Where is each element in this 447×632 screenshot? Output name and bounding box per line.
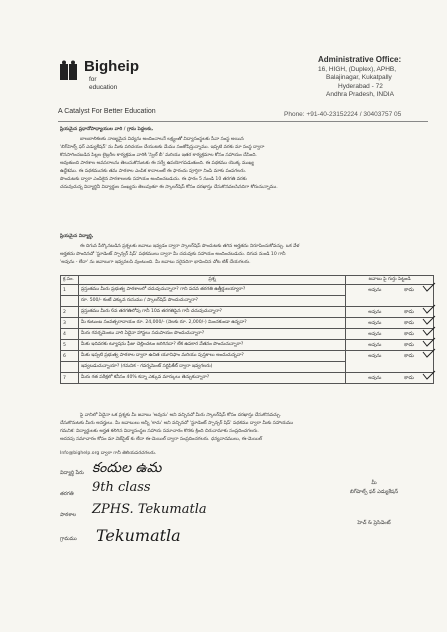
answer-no: కాదు bbox=[404, 287, 414, 293]
paragraph-line: బాలబాలికలకు నాణ్యమైన విద్యను అందించాలనే లక్ష్యంతో విద్యాసంస్థలకు సేవా సంస్థ అయిన bbox=[80, 137, 244, 142]
office-line: Andhra Pradesh, INDIA bbox=[326, 91, 394, 98]
checkmark-icon bbox=[422, 337, 436, 347]
signoff-1: మీ bbox=[371, 480, 377, 486]
office-title: Administrative Office: bbox=[318, 55, 402, 64]
answer-yes: అవును bbox=[368, 321, 382, 326]
answer-cell[interactable] bbox=[346, 340, 434, 351]
paragraph-line: అవుతుంది పాఠశాల అవసరాలను తెలుసుకొనుటకు ఈ సర్వే ఉపయోగపడుతుంది. ఈ పథకము యొక్క ముఖ్య bbox=[60, 161, 254, 166]
office-line: 16, HIGH, (Duplex), APHB, bbox=[318, 65, 397, 73]
answer-cell[interactable] bbox=[346, 329, 434, 340]
column-header: క్ర.సం. bbox=[61, 276, 79, 285]
school-value-handwritten[interactable]: ZPHS. Tekumatla bbox=[92, 502, 207, 517]
paragraph-line: చదువుచున్న విద్యార్థినీ విద్యార్థుల సంఖ్యను తెలుపుతూ ఈ స్కాలర్‌షిప్ కోసం దరఖాస్తు చేసుకొనవలసినదిగా కోరుచున్నాము. bbox=[60, 185, 278, 190]
question-text: మీరు గవర్నమెంటు వారి ఏదైనా హాస్టలు సదుపాయం పొందుచున్నారా? bbox=[78, 329, 345, 340]
question-number bbox=[61, 362, 79, 373]
answer-no: కాదు bbox=[404, 353, 414, 359]
signoff-org: బిగ్‌హెల్ప్ ఫర్ ఎడ్యుకేషన్ bbox=[349, 489, 398, 495]
paragraph-line: కొనసాగించబడిన పిల్లల లైబ్రరీల కార్యక్రమం వారికి 'స్పెల్ బీ' మరియు ఇతర కార్యక్రమాల కోసం సహాయం చేసింది. bbox=[60, 153, 257, 158]
answer-yes: అవును bbox=[368, 354, 382, 359]
office-line: Hyderabad - 72 bbox=[338, 82, 383, 90]
answer-cell[interactable] bbox=[346, 318, 434, 329]
question-number: 4 bbox=[61, 329, 79, 340]
paragraph-line: అదనపు సమాచారం కోసం మా వెబ్‌సైట్ కు లేదా ఈ-మెయిల్ ద్వారా సంప్రదించగలరు. ధన్యవాదములు, ఈ-మెయిల్ bbox=[60, 437, 263, 442]
answer-cell[interactable] bbox=[346, 285, 434, 307]
village-value-handwritten[interactable]: Tekumatla bbox=[96, 526, 181, 545]
answer-cell[interactable] bbox=[346, 351, 434, 373]
office-phone: Phone: +91-40-23152224 / 30403757 05 bbox=[284, 111, 402, 118]
paragraph-line: ఈ దిగువ పేర్కొనబడిన ప్రశ్నలకు జవాబు ఇవ్వడం ద్వారా స్కాలర్‌షిప్ పొందుటకు తగిన అర్హతను నిరూపించుకోవచ్చు. ఒక వేళ bbox=[80, 244, 300, 249]
question-number: 2 bbox=[61, 307, 79, 318]
question-text: ప్రస్తుతము మీరు ప్రభుత్వ పాఠశాలలో చదువుచున్నారా? గాని పదవ తరగతి ఉత్తీర్ణులయ్యారా? bbox=[78, 285, 345, 296]
logo-subtitle: for education bbox=[89, 76, 118, 91]
paragraph-line: పై వానిలో ఏదైనా ఒక ప్రశ్నకు మీ జవాబు 'అవును' అని వచ్చినచో మీరు స్కాలర్‌షిప్ కోసం దరఖాస్తు చేసుకొనవచ్చు. bbox=[80, 413, 282, 418]
table-row bbox=[61, 351, 434, 362]
office-address bbox=[318, 56, 446, 100]
checkmark-icon bbox=[422, 304, 436, 314]
checkmark-icon bbox=[422, 370, 436, 380]
paragraph-line: ఉద్దేశము. ఈ పథకమునకు తమ పాఠశాల ఎంపిక కావాలంటే ఈ ఫారంను పూర్తిగా నింపి మాకు పంపగలరు. bbox=[60, 169, 247, 174]
table-row bbox=[61, 307, 434, 318]
answer-yes: అవును bbox=[368, 332, 382, 337]
answer-yes: అవును bbox=[368, 376, 382, 381]
email-line: Info@bighelp.org ద్వారా గానీ తెలియపరచగలరు. bbox=[60, 451, 157, 456]
answer-no: కాదు bbox=[404, 342, 414, 348]
paragraph-line: 'అవును - లేదా' ను జవాబుగా ఇవ్వవలసి వుంటుంది. మీ జవాబు సరైనదిగా భావించిన చోట టిక్ చేయగలరు. bbox=[60, 260, 251, 265]
school-label: పాఠశాల bbox=[60, 512, 77, 518]
class-value-handwritten[interactable]: 9th class bbox=[92, 480, 151, 495]
answer-yes: అవును bbox=[368, 288, 382, 293]
answer-no: కాదు bbox=[404, 320, 414, 326]
office-line: Balajinagar, Kukatpally bbox=[326, 74, 392, 81]
question-text: మీరు గత పరీక్షలో కనీసం 40% కన్నా ఎక్కువ మార్కులు తెచ్చుకున్నారా? bbox=[78, 373, 345, 384]
question-number bbox=[61, 296, 79, 307]
answer-no: కాదు bbox=[404, 331, 414, 337]
column-header: ప్రశ్న bbox=[78, 276, 345, 285]
question-text: మీకు ఇదివరకు ట్యూషను ఫీజు చెల్లించటం జరిగినదా? లేక ఉపకార వేతనం పొందుచున్నారా? bbox=[78, 340, 345, 351]
question-number: 3 bbox=[61, 318, 79, 329]
table-header-row bbox=[61, 276, 434, 285]
paragraph-line: 'బిగ్‌హెల్ప్ ఫర్ ఎడ్యుకేషన్' ను మీకు పరిచయం చేయుటకు మేము సంతోషిస్తున్నాము. ఇప్పటి వరకు మా సంస్థ ద్వారా bbox=[60, 145, 265, 150]
salutation-student: ప్రియమైన విద్యార్థి, bbox=[60, 234, 94, 239]
table-row bbox=[61, 340, 434, 351]
paragraph-line: చేసుకొనుటకు మీరు అనర్హులు. మీ జవాబులు అన్నీ 'కాదు' అని వచ్చినచో 'స్టూడెంట్ స్పాన్సర్ షిప్' పథకము ద్వారా మీకు సహాయము bbox=[60, 421, 294, 426]
salutation: ప్రియమైన ప్రధానోపాధ్యాయుల వారి / గ్రామ పెద్దలకు, bbox=[60, 127, 154, 132]
answer-yes: అవును bbox=[368, 310, 382, 315]
paragraph-line: అర్హతను పొందినచో 'స్టూడెంట్ స్పాన్సర్ షిప్' పథకములు ద్వారా మీ చదువుకు సహాయం అందించబడును. దిగువ నుండి 10 గానీ bbox=[60, 252, 286, 257]
question-text: రూ. 500/- కంటే ఎక్కువ రుసుము / స్కాలర్‌షిప్ పొందుచున్నారా? bbox=[78, 296, 345, 307]
question-text: మీకు ఇప్పటి ప్రభుత్వ పాఠశాల ద్వారా ఉచిత యూనిఫాం మరియు పుస్తకాలు అందుచున్నవా? bbox=[78, 351, 345, 362]
answer-no: కాదు bbox=[404, 375, 414, 381]
question-number: 1 bbox=[61, 285, 79, 296]
column-header: జవాబు పై గుర్తు పెట్టండి bbox=[346, 276, 434, 285]
class-label: తరగతి bbox=[60, 491, 74, 497]
village-label: గ్రామము bbox=[60, 536, 77, 542]
answer-cell[interactable] bbox=[346, 373, 434, 384]
checkmark-icon bbox=[422, 348, 436, 358]
table-row bbox=[61, 285, 434, 296]
questions-table bbox=[60, 275, 434, 384]
question-number: 6 bbox=[61, 351, 79, 362]
paragraph-line: పొందుటకు ద్వారా ఎంపికైన పాఠశాలలకు సహాయం అందించబడును. ఈ ఫారం 5 నుండి 10 తరగతి వరకు bbox=[60, 177, 247, 182]
checkmark-icon bbox=[422, 326, 436, 336]
table-row bbox=[61, 373, 434, 384]
checkmark-icon bbox=[422, 282, 436, 292]
tagline: A Catalyst For Better Education bbox=[58, 108, 156, 115]
question-text: ప్రస్తుతము మీరు 6వ తరగతిలోపు గానీ 10వ తరగతిపైన గానీ చదువుచున్నారా? bbox=[78, 307, 345, 318]
name-value-handwritten[interactable]: కందుల ఉమ bbox=[92, 460, 162, 476]
paragraph-line: గమనిక: విద్యార్థులకు అర్హత కలిగిన విద్యాసంస్థల సహాయ సమాచారం కొరకు క్రింది చిరునామాకు సంప్రదించగలరు. bbox=[60, 429, 259, 434]
answer-cell[interactable] bbox=[346, 307, 434, 318]
header-divider bbox=[58, 121, 428, 122]
question-text: ఇవ్వబడుచున్నాయా? (గమనిక - గవర్నమెంట్ సర్టిఫికేట్ ద్వారా ఇవ్వగలరు) bbox=[78, 362, 345, 373]
table-row bbox=[61, 329, 434, 340]
name-label: విద్యార్థి పేరు bbox=[60, 470, 84, 476]
bighelp-logo bbox=[58, 58, 178, 98]
answer-no: కాదు bbox=[404, 309, 414, 315]
logo-name: Bigheip bbox=[84, 58, 139, 75]
signoff-title: హెచ్ & ప్రెసిడెంట్ bbox=[357, 520, 391, 526]
bighelp-logo-icon bbox=[58, 60, 80, 82]
answer-yes: అవును bbox=[368, 343, 382, 348]
question-number: 7 bbox=[61, 373, 79, 384]
checkmark-icon bbox=[422, 315, 436, 325]
question-text: మీ కుటుంబ సంవత్సరాదాయం రూ. 24,000/- (నెలకు రూ. 2,000/-) మించకుండా ఉన్నదా? bbox=[78, 318, 345, 329]
question-number: 5 bbox=[61, 340, 79, 351]
table-row bbox=[61, 318, 434, 329]
